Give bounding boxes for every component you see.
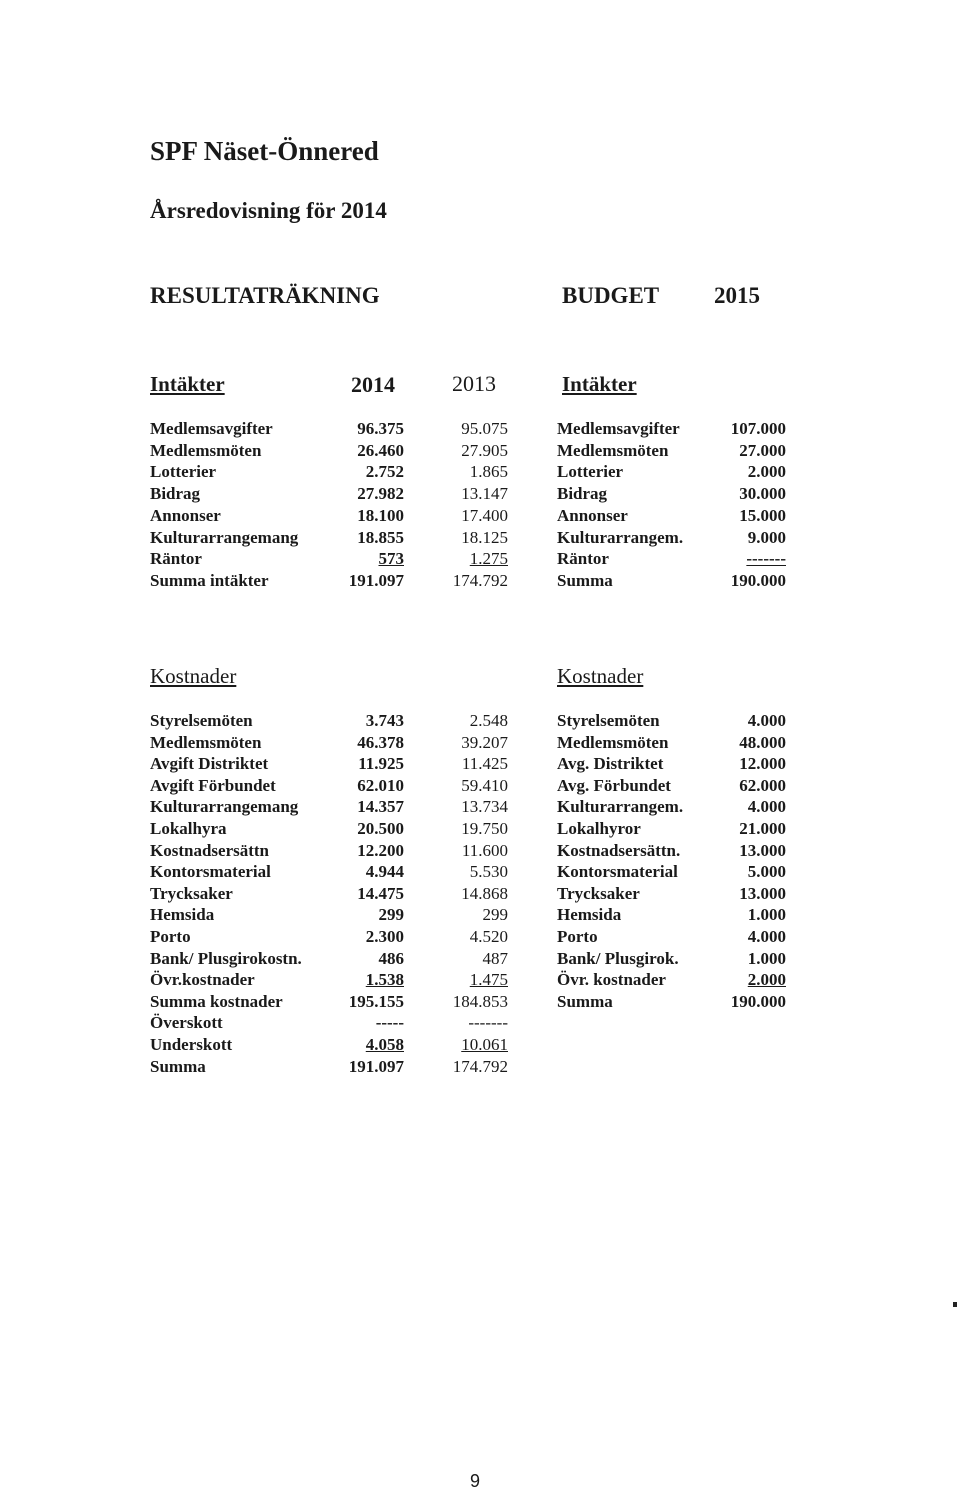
budget-row-label: Porto [557,927,598,946]
budget-income-heading: Intäkter [562,372,637,396]
value-2014: 18.855 [357,527,404,547]
budget-row-label: Summa [557,570,613,590]
value-2013: 184.853 [452,991,508,1011]
budget-row-label: Kulturarrangem. [557,797,684,817]
row-label: Kontorsmaterial [150,862,271,882]
budget-costs-heading: Kostnader [557,664,644,688]
org-title: SPF Näset-Önnered [150,136,379,166]
value-2013: 174.792 [452,570,508,590]
row-label: Överskott [150,1013,223,1033]
budget-value: 107.000 [730,419,786,438]
value-2014: 26.460 [357,440,404,460]
value-2014: 11.925 [358,754,404,774]
row-label: Bidrag [150,484,201,504]
value-2014: 486 [378,948,404,968]
value-2013: 95.075 [461,419,508,438]
row-label: Kostnadsersättn [150,840,270,860]
budget-value: ------- [746,549,786,569]
budget-row-label: Lokalhyror [557,819,641,838]
value-2014: 12.200 [357,840,404,860]
value-2014: 14.357 [357,797,404,817]
budget-value: 13.000 [739,883,786,903]
budget-row-label: Summa [557,991,613,1011]
row-label: Summa kostnader [150,991,283,1011]
row-label: Medlemsmöten [150,732,262,752]
value-2014: 1.538 [365,970,404,990]
value-2013: 19.750 [461,819,508,838]
budget-value: 2.000 [747,970,786,990]
value-2014: 573 [378,549,404,569]
value-2013: 10.061 [461,1035,508,1054]
value-2013: 299 [482,905,508,925]
budget-value: 4.000 [747,927,786,946]
row-label: Trycksaker [150,883,233,903]
budget-row-label: Lotterier [557,462,624,482]
budget-value: 190.000 [730,991,786,1011]
budget-value: 1.000 [747,948,786,968]
value-2013: 174.792 [452,1056,508,1076]
budget-row-label: Hemsida [557,905,622,925]
budget-row-label: Annonser [557,505,628,525]
value-2014: 62.010 [357,775,404,795]
budget-value: 1.000 [747,905,786,925]
row-label: Annonser [150,505,221,525]
budget-value: 27.000 [739,440,786,460]
budget-heading: BUDGET [562,283,660,308]
budget-row-label: Styrelsemöten [557,711,660,730]
budget-value: 9.000 [747,527,786,547]
value-2014: 27.982 [357,484,404,504]
budget-value: 48.000 [739,732,786,752]
budget-value: 15.000 [739,505,786,525]
row-label: Porto [150,927,191,946]
budget-row-label: Trycksaker [557,883,640,903]
value-2014: 191.097 [348,570,404,590]
value-2013: 27.905 [461,440,508,460]
value-2014: 14.475 [357,883,404,903]
income-heading: Intäkter [150,372,225,396]
budget-year: 2015 [714,283,760,308]
value-2014: 4.944 [365,862,404,882]
row-label: Summa [150,1056,206,1076]
row-label: Medlemsmöten [150,440,262,460]
value-2013: 1.275 [469,549,508,569]
scan-dot [953,1302,957,1307]
budget-value: 2.000 [747,462,786,482]
value-2013: 1.865 [469,462,508,482]
value-2013: 5.530 [469,862,508,882]
value-2014: 191.097 [348,1056,404,1076]
budget-row-label: Bank/ Plusgirok. [557,948,679,968]
value-2013: 14.868 [461,883,508,903]
value-2013: 13.734 [461,797,508,817]
budget-row-label: Medlemsmöten [557,732,669,752]
budget-value: 21.000 [739,819,786,838]
value-2013: 39.207 [461,732,508,752]
page-number: 9 [470,1471,481,1491]
value-2013: 11.425 [461,754,508,774]
budget-value: 190.000 [730,570,786,590]
row-label: Bank/ Plusgirokostn. [150,948,302,968]
row-label: Hemsida [150,905,215,925]
budget-row-label: Bidrag [557,484,608,504]
value-2014: 96.375 [357,419,404,438]
row-label: Kulturarrangemang [150,527,299,547]
budget-row-label: Kontorsmaterial [557,862,678,882]
value-2014: 2.752 [365,462,404,482]
value-2013: 4.520 [469,927,508,946]
value-2014: 4.058 [365,1035,404,1054]
budget-value: 4.000 [747,797,786,817]
budget-value: 13.000 [739,840,786,860]
budget-row-label: Avg. Förbundet [557,775,671,795]
row-label: Övr.kostnader [150,970,255,990]
budget-row-label: Räntor [557,549,609,569]
value-2014: 3.743 [365,711,404,730]
year-2013-header: 2013 [452,371,496,396]
budget-value: 5.000 [747,862,786,882]
row-label: Kulturarrangemang [150,797,299,817]
report-title: Årsredovisning för 2014 [150,198,387,223]
row-label: Underskott [150,1035,233,1054]
budget-value: 30.000 [739,484,786,504]
value-2014: 46.378 [357,732,404,752]
value-2013: 59.410 [461,775,508,795]
row-label: Lokalhyra [150,819,227,838]
row-label: Avgift Förbundet [150,775,276,795]
value-2013: 2.548 [469,711,508,730]
row-label: Medlemsavgifter [150,419,273,438]
budget-row-label: Medlemsmöten [557,440,669,460]
budget-value: 4.000 [747,711,786,730]
value-2013: 17.400 [461,505,508,525]
result-heading: RESULTATRÄKNING [150,283,380,308]
value-2014: 195.155 [348,991,404,1011]
year-2014-header: 2014 [351,372,395,397]
value-2013: 1.475 [469,970,508,990]
value-2013: 487 [482,948,508,968]
budget-row-label: Övr. kostnader [557,970,666,990]
budget-row-label: Medlemsavgifter [557,419,680,438]
value-2013: 13.147 [461,484,508,504]
budget-row-label: Avg. Distriktet [557,754,664,774]
row-label: Avgift Distriktet [150,754,269,774]
row-label: Räntor [150,549,202,569]
value-2013: 18.125 [461,527,508,547]
costs-heading: Kostnader [150,664,237,688]
value-2014: 20.500 [357,819,404,838]
value-2014: 18.100 [357,505,404,525]
budget-row-label: Kulturarrangem. [557,527,684,547]
value-2013: 11.600 [461,840,508,860]
row-label: Summa intäkter [150,570,269,590]
value-2014: 299 [378,905,404,925]
budget-row-label: Kostnadsersättn. [557,840,681,860]
row-label: Lotterier [150,462,217,482]
row-label: Styrelsemöten [150,711,253,730]
budget-value: 62.000 [739,775,786,795]
value-2014: 2.300 [365,927,404,946]
budget-value: 12.000 [739,754,786,774]
value-2013: ------- [468,1013,508,1033]
value-2014: ----- [375,1013,404,1033]
